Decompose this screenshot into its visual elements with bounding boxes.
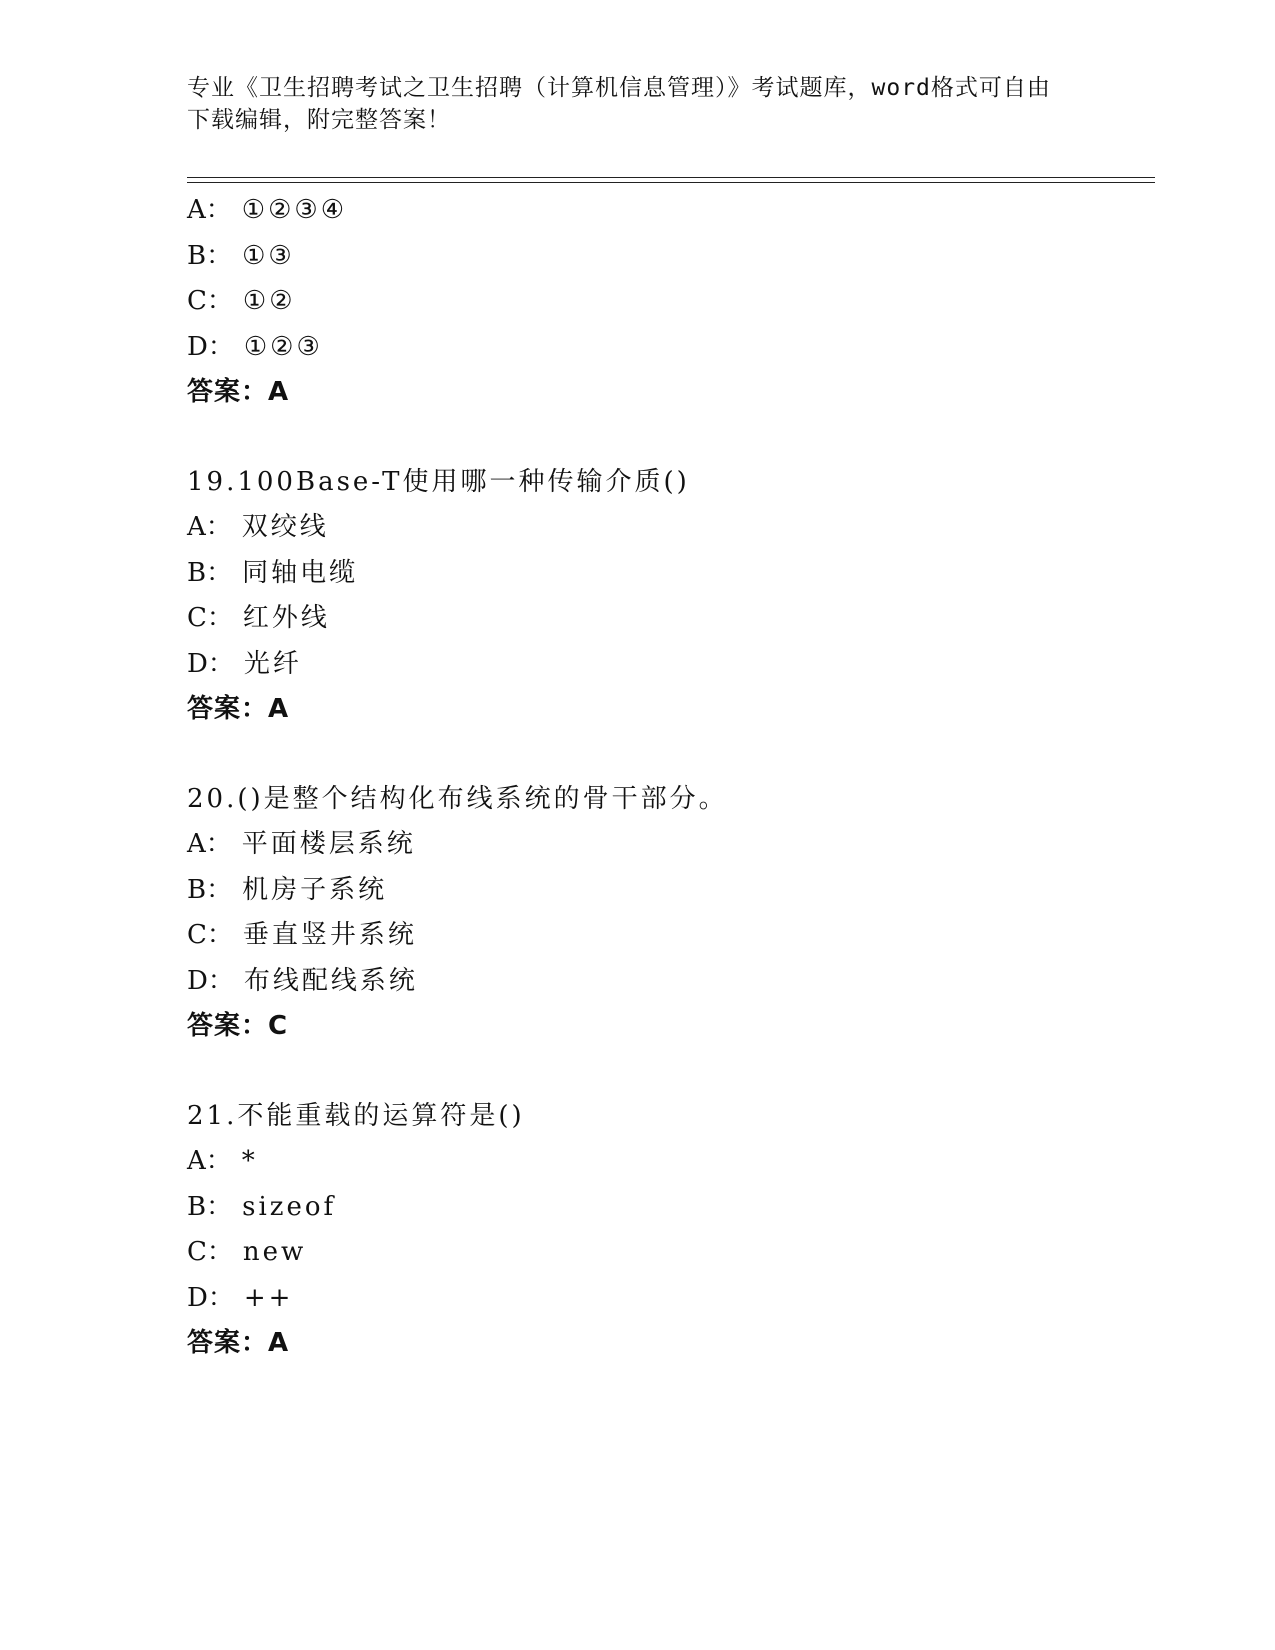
- spacer: [187, 733, 1155, 777]
- option-a: A： 平面楼层系统: [187, 829, 416, 859]
- question-block-21: [187, 1094, 1155, 1367]
- answer-line: 答案：A: [187, 1328, 290, 1358]
- option-b: B： 同轴电缆: [187, 557, 359, 588]
- header-divider-bottom: [187, 182, 1155, 183]
- option-a: A： ①②③④: [187, 195, 348, 225]
- header-divider-top: [187, 177, 1155, 178]
- answer-line: 答案：A: [187, 694, 290, 724]
- option-d: D： ++: [187, 1282, 294, 1313]
- option-a: A： *: [187, 1146, 258, 1176]
- option-b: B： 机房子系统: [187, 874, 388, 905]
- option-c: C： 红外线: [187, 603, 330, 633]
- option-d: D： 布线配线系统: [187, 965, 418, 996]
- question-block-18: [187, 188, 1155, 416]
- answer-line: 答案：C: [187, 1011, 289, 1041]
- spacer: [187, 416, 1155, 460]
- option-b: B： ①③: [187, 240, 295, 271]
- question-block-19: [187, 460, 1155, 733]
- option-c: C： 垂直竖井系统: [187, 920, 417, 950]
- document-header: 专业《卫生招聘考试之卫生招聘（计算机信息管理）》考试题库，word格式可自由下载编辑，附完整答案！: [187, 75, 1051, 133]
- option-d: D： 光纤: [187, 648, 302, 679]
- option-d: D： ①②③: [187, 331, 323, 362]
- question-title: 19.100Base-T使用哪一种传输介质(): [187, 466, 690, 497]
- option-a: A： 双绞线: [187, 512, 329, 542]
- question-list: [187, 188, 1155, 1367]
- option-c: C： ①②: [187, 286, 296, 316]
- answer-line: 答案：A: [187, 377, 290, 407]
- question-title: 20.()是整个结构化布线系统的骨干部分。: [187, 783, 728, 814]
- option-b: B： sizeof: [187, 1191, 337, 1222]
- option-c: C： new: [187, 1237, 307, 1267]
- question-title: 21.不能重载的运算符是(): [187, 1100, 525, 1131]
- spacer: [187, 1050, 1155, 1094]
- question-block-20: [187, 777, 1155, 1050]
